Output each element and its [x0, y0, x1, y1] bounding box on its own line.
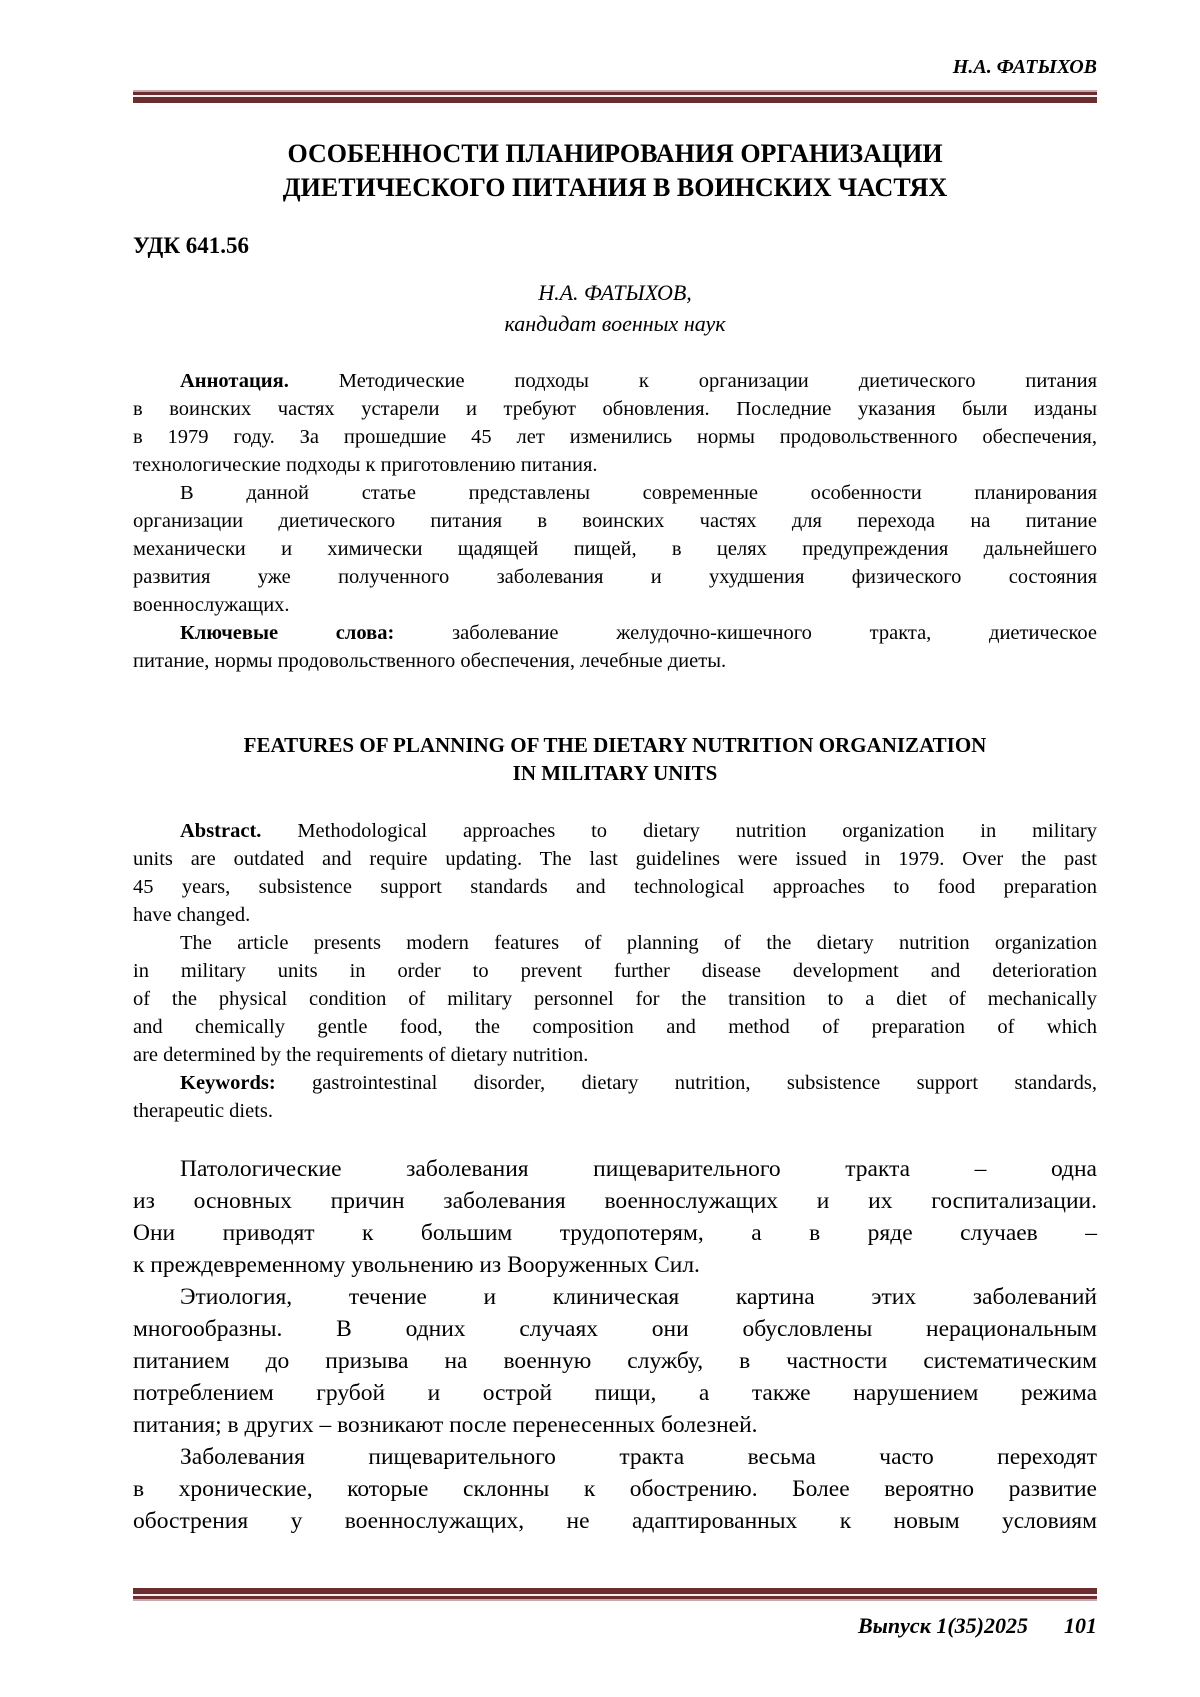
footer [133, 1612, 1097, 1640]
abstract-section-en [133, 817, 1097, 1125]
text-line: Заболевания пищеварительного тракта весьма часто переходят [180, 1444, 1097, 1470]
text-line: have changed. [133, 904, 251, 926]
text-line: питание, нормы продовольственного обеспечения, лечебные диеты. [133, 650, 727, 672]
header-rule [133, 90, 1097, 103]
author-name: Н.А. ФАТЫХОВ, [538, 280, 692, 305]
paragraph-label: Keywords: [180, 1072, 313, 1094]
paragraph-label: Ключевые слова: [180, 622, 453, 644]
body-paragraph-2 [133, 1281, 1097, 1441]
author-degree: кандидат военных наук [504, 311, 726, 336]
article-title-en-line-2: IN MILITARY UNITS [512, 761, 718, 785]
article-title-ru-line-1: ОСОБЕННОСТИ ПЛАНИРОВАНИЯ ОРГАНИЗАЦИИ [287, 139, 943, 168]
text-line: Этиология, течение и клиническая картина этих заболеваний [180, 1284, 1097, 1310]
keywords-en-paragraph [133, 1069, 1097, 1125]
text-line: к преждевременному увольнению из Вооруженных Сил. [133, 1252, 700, 1278]
udc-label: УДК 641.56 [133, 233, 250, 258]
footer-page-number: 101 [1064, 1613, 1097, 1638]
author-block [133, 277, 1097, 339]
text-line: в 1979 году. За прошедшие 45 лет изменились нормы продовольственного обеспечения, [133, 426, 1097, 448]
text-line: in military units in order to prevent further disease development and deterioration [133, 960, 1097, 982]
text-line: Патологические заболевания пищеварительного тракта – одна [180, 1156, 1097, 1182]
text-line: военнослужащих. [133, 594, 290, 616]
text-line: механически и химически щадящей пищей, в целях предупреждения дальнейшего [133, 538, 1097, 560]
annotation-paragraph [133, 367, 1097, 479]
running-head-author: Н.А. ФАТЫХОВ [952, 56, 1097, 78]
text-line: Abstract. Methodological approaches to dietary nutrition organization in military [180, 820, 1097, 842]
footer-issue: Выпуск 1(35)2025 [857, 1613, 1028, 1638]
text-line: многообразны. В одних случаях они обусловлены нерациональным [133, 1316, 1097, 1342]
text-line: Они приводят к большим трудопотерям, а в ряде случаев – [133, 1220, 1097, 1246]
article-title-ru-line-2: ДИЕТИЧЕСКОГО ПИТАНИЯ В ВОИНСКИХ ЧАСТЯХ [282, 173, 948, 202]
body-paragraph-3 [133, 1441, 1097, 1537]
text-line: therapeutic diets. [133, 1100, 274, 1122]
footer-rule [133, 1588, 1097, 1601]
annotation-paragraph-2 [133, 479, 1097, 619]
text-line: of the physical condition of military personnel for the transition to a diet of mechanically [133, 988, 1097, 1010]
text-line: В данной статье представлены современные особенности планирования [180, 482, 1097, 504]
text-line: потреблением грубой и острой пищи, а также нарушением режима [133, 1380, 1097, 1406]
keywords-ru-paragraph [133, 619, 1097, 675]
text-line: развития уже полученного заболевания и ухудшения физического состояния [133, 566, 1097, 588]
paragraph-label: Аннотация. [180, 370, 339, 392]
article-title-en-line-1: FEATURES OF PLANNING OF THE DIETARY NUTRITION ORGANIZATION [243, 733, 987, 757]
article-title-ru [133, 137, 1097, 205]
text-line: питания; в других – возникают после перенесенных болезней. [133, 1412, 758, 1438]
text-line: организации диетического питания в воинских частях для перехода на питание [133, 510, 1097, 532]
text-line: Keywords: gastrointestinal disorder, dietary nutrition, subsistence support standards, [180, 1072, 1097, 1094]
article-title-en [133, 731, 1097, 787]
text-line: are determined by the requirements of dietary nutrition. [133, 1044, 589, 1066]
text-line: в хронические, которые склонны к обострению. Более вероятно развитие [133, 1476, 1097, 1502]
text-line: Аннотация. Методические подходы к организации диетического питания [180, 370, 1097, 392]
text-line: The article presents modern features of planning of the dietary nutrition organization [180, 932, 1097, 954]
text-line: питанием до призыва на военную службу, в частности систематическим [133, 1348, 1097, 1374]
body-paragraph-1 [133, 1153, 1097, 1281]
text-line: в воинских частях устарели и требуют обновления. Последние указания были изданы [133, 398, 1097, 420]
abstract-paragraph-2 [133, 929, 1097, 1069]
text-line: технологические подходы к приготовлению питания. [133, 454, 598, 476]
text-line: Ключевые слова: заболевание желудочно-кишечного тракта, диетическое [180, 622, 1097, 644]
paragraph-label: Abstract. [180, 820, 298, 842]
annotation-section-ru [133, 367, 1097, 675]
text-line: 45 years, subsistence support standards and technological approaches to food preparation [133, 876, 1097, 898]
text-line: units are outdated and require updating. The last guidelines were issued in 1979. Over the past [133, 848, 1097, 870]
text-line: из основных причин заболевания военнослужащих и их госпитализации. [133, 1188, 1097, 1214]
text-line: обострения у военнослужащих, не адаптированных к новым условиям [133, 1508, 1097, 1534]
text-line: and chemically gentle food, the composition and method of preparation of which [133, 1016, 1097, 1038]
abstract-paragraph [133, 817, 1097, 929]
article-body [133, 1153, 1097, 1537]
